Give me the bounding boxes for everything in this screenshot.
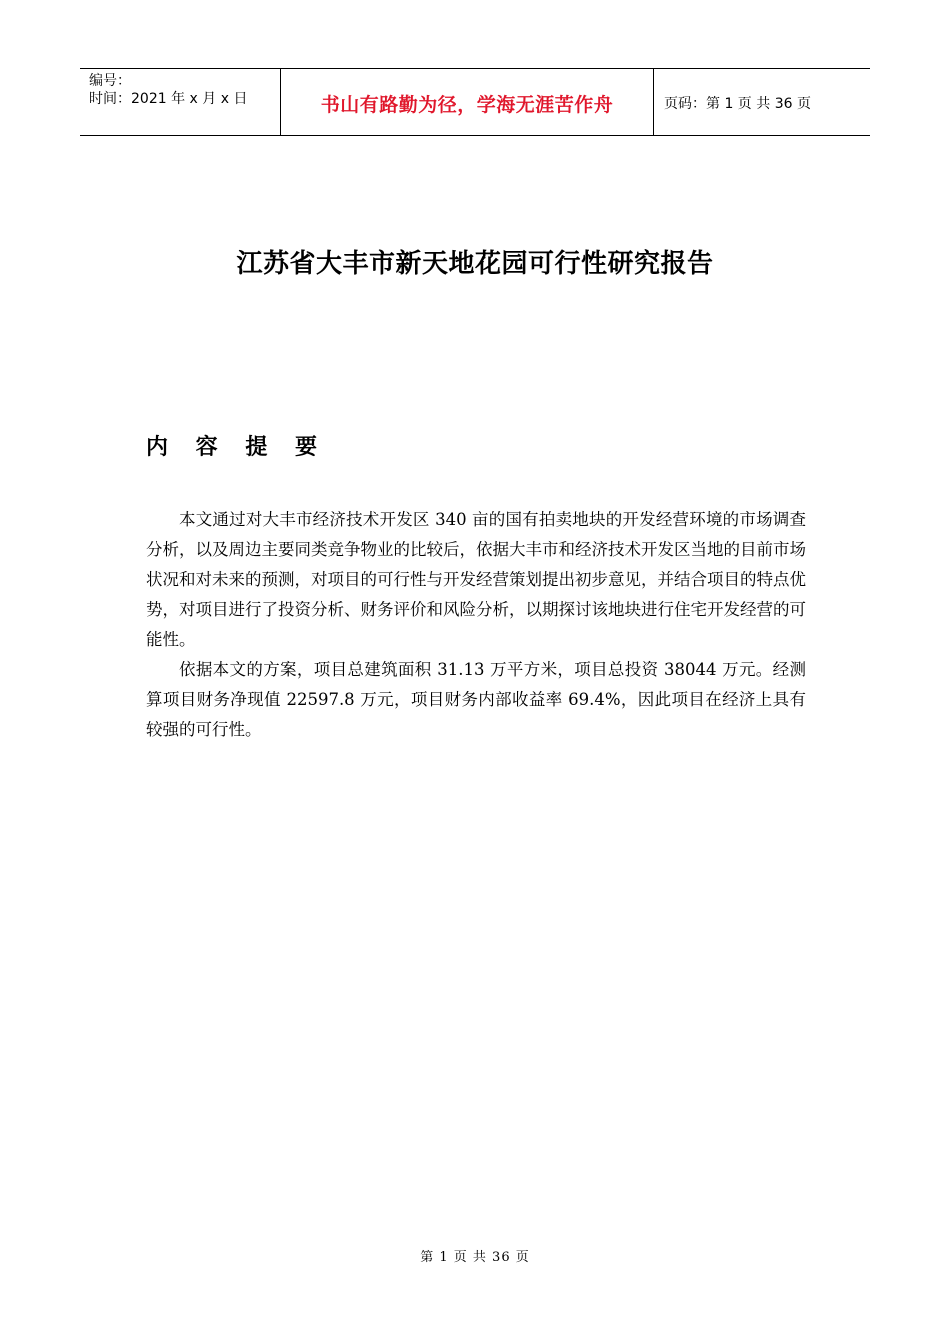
paragraph: 本文通过对大丰市经济技术开发区 340 亩的国有拍卖地块的开发经营环境的市场调查分析，以及周边主要同类竞争物业的比较后，依据大丰市和经济技术开发区当地的目前市场状况和对未来的预测，对项目的可行性与开发经营策划提出初步意见，并结合项目的特点优势，对项目进行了投资分析、财务评价和风险分析，以期探讨该地块进行住宅开发经营的可能性。	[146, 510, 806, 649]
header-page-info	[654, 69, 870, 135]
paragraph: 依据本文的方案，项目总建筑面积 31.13 万平方米，项目总投资 38044 万元。经测算项目财务净现值 22597.8 万元，项目财务内部收益率 69.4%，因此项目在经济上具有较强的可行性。	[146, 660, 806, 739]
page-header	[80, 68, 870, 136]
page-info-text: 页码：第 1 页 共 36 页	[664, 96, 811, 112]
document-title: 江苏省大丰市新天地花园可行性研究报告	[236, 249, 714, 279]
document-date: 时间：2021 年 x 月 x 日	[89, 91, 248, 107]
header-motto: 书山有路勤为径，学海无涯苦作舟	[320, 93, 614, 116]
section-heading: 内 容 提 要	[146, 435, 327, 460]
page-footer: 第 1 页 共 36 页	[420, 1250, 530, 1265]
body-text	[146, 505, 806, 745]
header-motto-cell	[281, 69, 654, 135]
document-number-label: 编号：	[89, 73, 131, 89]
header-meta	[80, 69, 281, 135]
